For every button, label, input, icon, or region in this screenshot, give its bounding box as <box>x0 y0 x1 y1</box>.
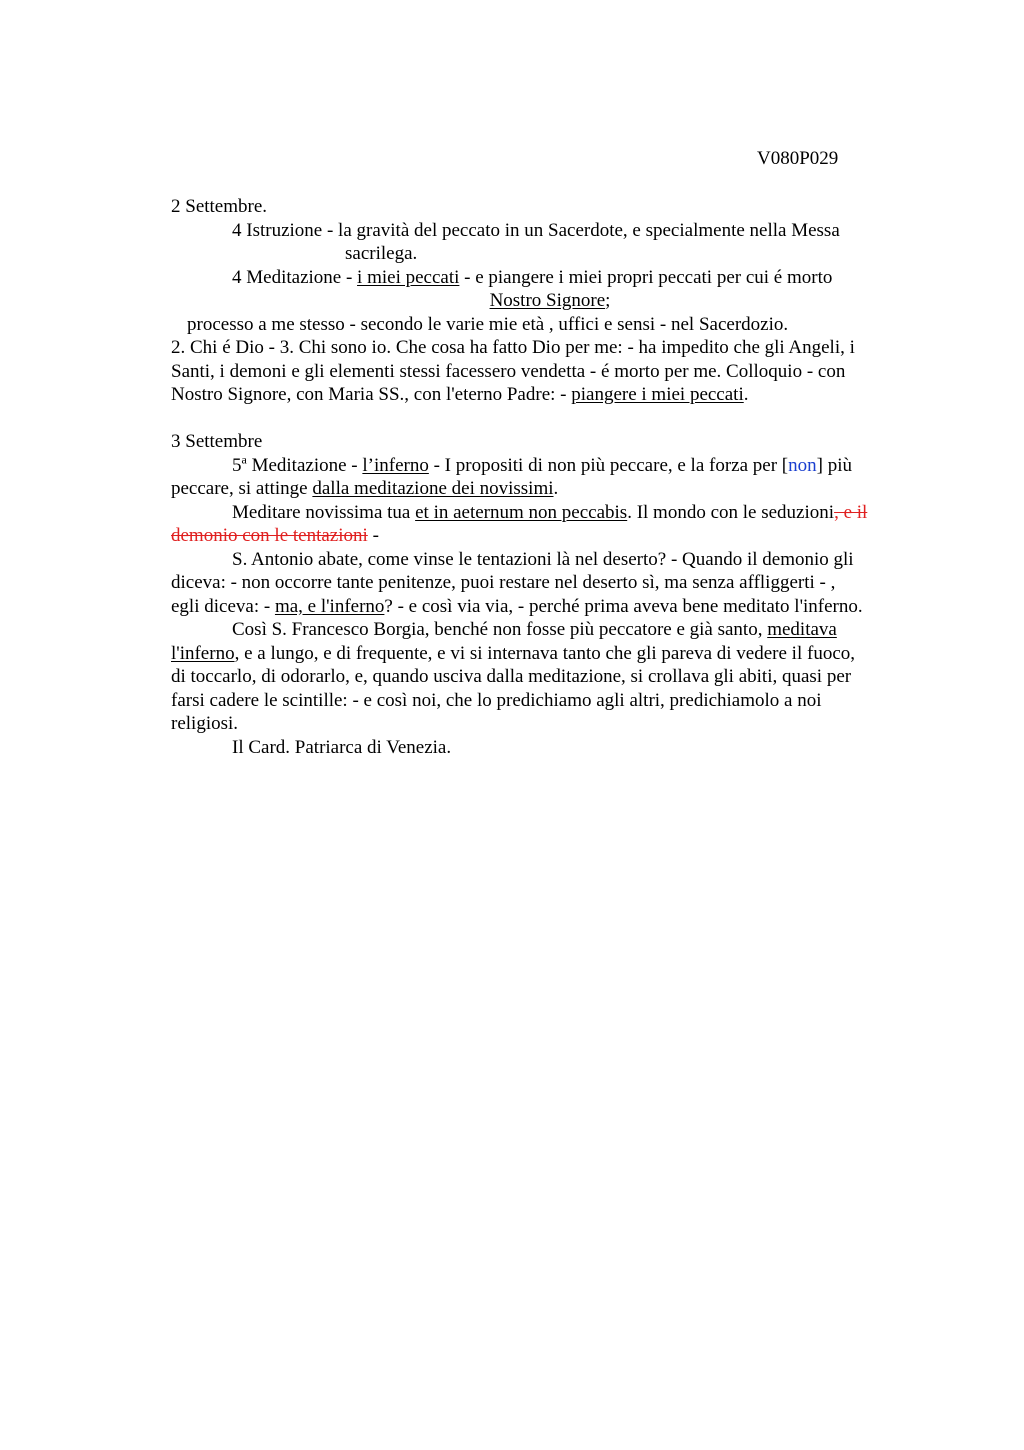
borgia-line-1 <box>171 618 929 642</box>
text-run: ? - e così via via, - perché prima aveva bene meditato l'inferno. <box>384 595 863 617</box>
underlined-text: i miei peccati <box>357 266 460 288</box>
paragraph-2-line-1: 2. Chi é Dio - 3. Chi sono io. Che cosa ha fatto Dio per me: - ha impedito che gli Angeli, i <box>171 337 855 358</box>
text-run: - I propositi di non più peccare, e la forza per [ <box>428 454 789 476</box>
meditazione-5-line-2 <box>171 477 929 501</box>
text-run: egli diceva: - <box>171 595 275 617</box>
page-id: V080P029 <box>757 148 839 169</box>
paragraph-2-line-3 <box>171 383 929 407</box>
number: 5 <box>232 454 242 476</box>
deleted-text: demonio con le tentazioni <box>171 525 368 546</box>
text-run: peccare, si attinge <box>171 478 313 499</box>
text-run: Nostro Signore, con Maria SS., con l'eterno Padre: - <box>171 384 572 405</box>
text-run: , e a lungo, e di frequente, e vi si internava tanto che gli pareva di vedere il fuoco, <box>234 642 856 664</box>
borgia-line-2 <box>171 642 929 666</box>
ordinal-superscript: a <box>241 452 247 467</box>
istruzione-line-1: 4 Istruzione - la gravità del peccato in un Sacerdote, e specialmente nella Messa <box>232 219 840 241</box>
underlined-text: piangere i miei peccati <box>571 384 744 405</box>
cardinal-line: Il Card. Patriarca di Venezia. <box>232 736 452 758</box>
paragraph-2-line-2: Santi, i demoni e gli elementi stessi facessero vendetta - é morto per me. Colloquio - con <box>171 360 846 382</box>
novissima-line-1 <box>171 501 929 525</box>
meditazione-prefix: 4 Meditazione - <box>232 266 358 288</box>
novissima-line-2 <box>171 524 929 548</box>
inserted-word: non <box>788 454 817 476</box>
borgia-line-5: religiosi. <box>171 713 239 734</box>
antonio-line-3 <box>171 595 929 619</box>
punctuation: . <box>743 384 749 405</box>
date-heading-sept-3: 3 Settembre <box>171 431 263 452</box>
date-heading-sept-2: 2 Settembre. <box>171 196 268 217</box>
underlined-text: l’inferno <box>362 454 429 476</box>
underlined-text: Nostro Signore <box>489 290 606 311</box>
spacer <box>171 407 929 431</box>
istruzione-line-2: sacrilega. <box>345 243 418 264</box>
underlined-text: l'inferno <box>171 642 235 664</box>
meditazione-line-2 <box>171 289 929 313</box>
borgia-line-4: farsi cadere le scintille: - e così noi, che lo predichiamo agli altri, predichiamolo a noi <box>171 689 822 711</box>
processo-line: processo a me stesso - secondo le varie mie età , uffici e sensi - nel Sacerdozio. <box>187 313 789 335</box>
meditazione-line-1 <box>171 266 929 290</box>
underlined-text: ma, e l'inferno <box>274 595 385 617</box>
underlined-text: et in aeternum non peccabis <box>415 501 628 523</box>
text-run: - <box>367 525 379 546</box>
punctuation: . <box>553 478 559 499</box>
antonio-line-2: diceva: - non occorre tante penitenze, puoi restare nel deserto sì, ma senza affliggerti - , <box>171 572 836 593</box>
punctuation: ; <box>605 290 611 311</box>
meditazione-5-line-1 <box>171 454 929 478</box>
text-run: Così S. Francesco Borgia, benché non fosse più peccatore e già santo, <box>232 619 768 640</box>
antonio-line-1: S. Antonio abate, come vinse le tentazioni là nel deserto? - Quando il demonio gli <box>232 548 854 570</box>
meditazione-suffix: - e piangere i miei propri peccati per cui é morto <box>459 266 833 288</box>
text-run: Meditare novissima tua <box>232 501 416 523</box>
text-run: . Il mondo con le seduzioni <box>627 501 835 523</box>
document-body <box>171 195 929 759</box>
text-run: Meditazione - <box>246 454 363 476</box>
underlined-text: dalla meditazione dei novissimi <box>312 478 554 499</box>
deleted-text: , e il <box>834 501 868 523</box>
borgia-line-3: di toccarlo, di odorarlo, e, quando usciva dalla meditazione, si crollava gli abiti, quasi per <box>171 666 852 687</box>
underlined-text: meditava <box>767 619 837 640</box>
text-run: ] più <box>816 454 852 476</box>
